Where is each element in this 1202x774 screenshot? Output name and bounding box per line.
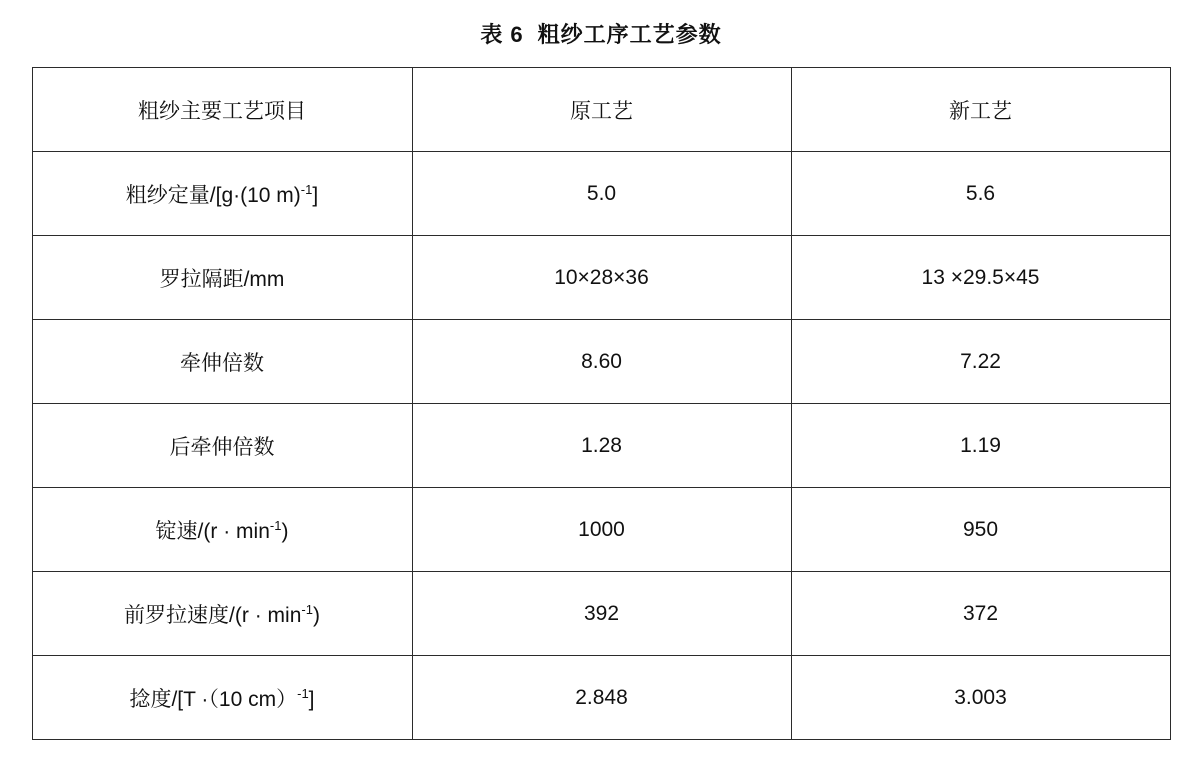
- table-row: [32, 320, 1170, 404]
- row-item-label: [32, 488, 412, 572]
- cell-new: 1.19: [791, 404, 1170, 488]
- cell-original: 10×28×36: [412, 236, 791, 320]
- row-item-text: 前罗拉速度/(r · min: [124, 603, 302, 627]
- column-header-item: 粗纱主要工艺项目: [32, 68, 412, 152]
- table-row: [32, 404, 1170, 488]
- cell-original: 2.848: [412, 656, 791, 740]
- table-caption-title: 粗纱工序工艺参数: [537, 22, 722, 47]
- row-item-text-tail: ): [312, 603, 320, 627]
- cell-original: 392: [412, 572, 791, 656]
- row-item-label: [32, 572, 412, 656]
- table-header-row: [32, 68, 1170, 152]
- table-caption-number: 表 6: [480, 22, 524, 47]
- row-item-text: 捻度/[T ·（10 cm）: [129, 687, 298, 711]
- row-item-superscript: -1: [297, 685, 309, 701]
- row-item-label: [32, 320, 412, 404]
- row-item-superscript: -1: [301, 601, 313, 617]
- row-item-text: 后牵伸倍数: [169, 435, 275, 459]
- cell-original: 1.28: [412, 404, 791, 488]
- row-item-text-tail: ): [281, 519, 289, 543]
- row-item-text-tail: ]: [312, 183, 319, 207]
- cell-new: 13 ×29.5×45: [791, 236, 1170, 320]
- cell-new: 372: [791, 572, 1170, 656]
- cell-new: 3.003: [791, 656, 1170, 740]
- process-parameter-table: [32, 67, 1171, 740]
- cell-original: 5.0: [412, 152, 791, 236]
- row-item-text: 锭速/(r · min: [155, 519, 270, 543]
- cell-new: 950: [791, 488, 1170, 572]
- row-item-text: 罗拉隔距/mm: [159, 267, 285, 291]
- cell-original: 8.60: [412, 320, 791, 404]
- column-header-new: 新工艺: [791, 68, 1170, 152]
- cell-new: 5.6: [791, 152, 1170, 236]
- row-item-label: [32, 656, 412, 740]
- row-item-text: 牵伸倍数: [180, 351, 264, 375]
- table-row: [32, 236, 1170, 320]
- row-item-superscript: -1: [300, 181, 313, 197]
- table-row: [32, 152, 1170, 236]
- table-row: [32, 488, 1170, 572]
- column-header-original: 原工艺: [412, 68, 791, 152]
- row-item-label: [32, 152, 412, 236]
- row-item-label: [32, 404, 412, 488]
- table-row: [32, 572, 1170, 656]
- table-caption: [0, 0, 1202, 67]
- row-item-text-tail: ]: [308, 687, 315, 711]
- cell-new: 7.22: [791, 320, 1170, 404]
- row-item-label: [32, 236, 412, 320]
- table-row: [32, 656, 1170, 740]
- cell-original: 1000: [412, 488, 791, 572]
- row-item-text: 粗纱定量/[g·(10 m): [125, 183, 301, 207]
- row-item-superscript: -1: [269, 517, 282, 533]
